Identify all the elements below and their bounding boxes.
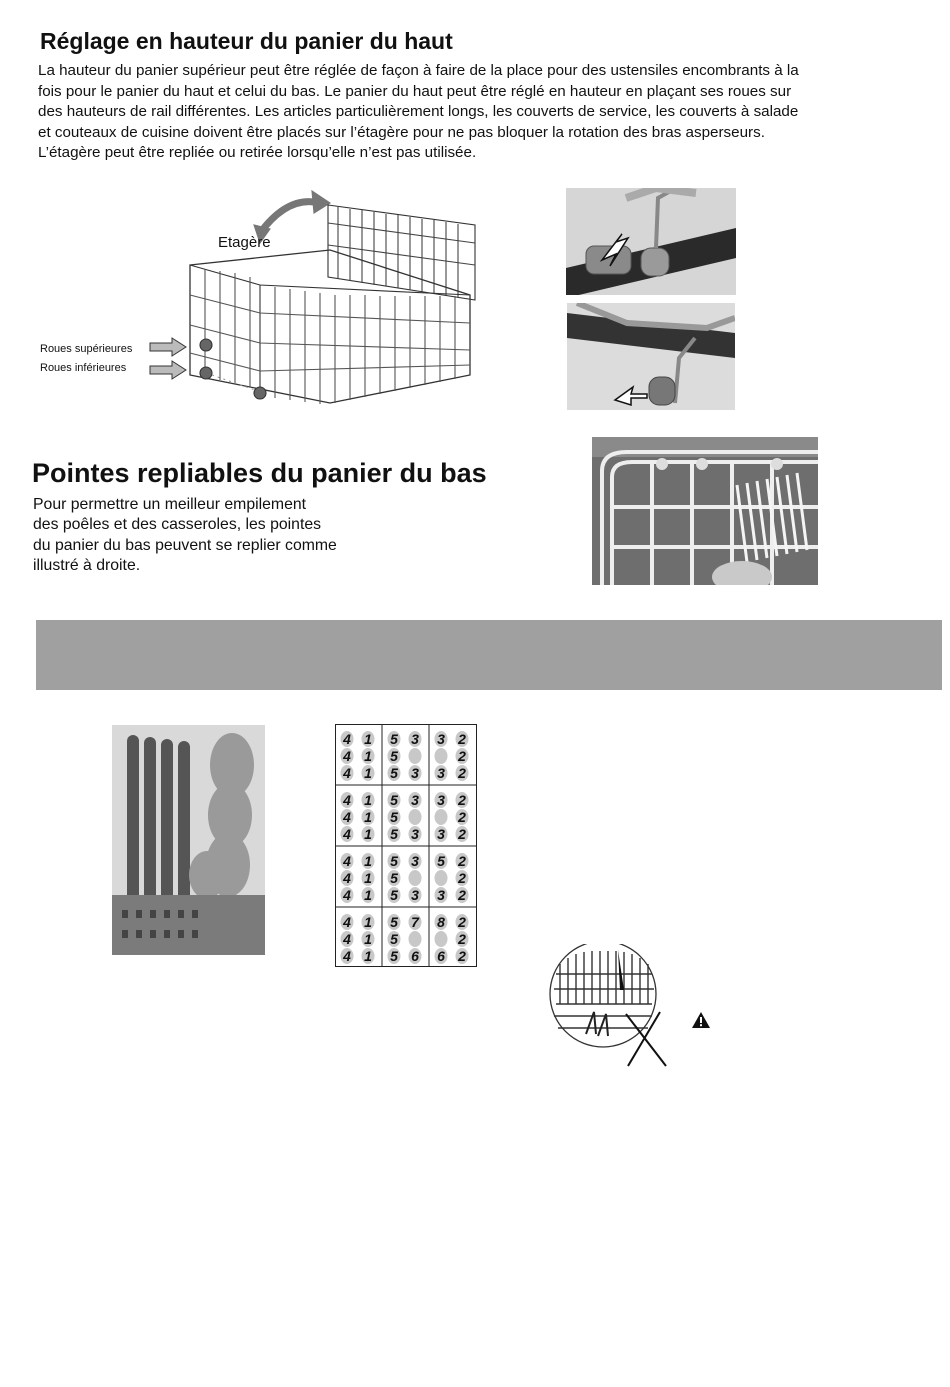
grid-number: 1	[364, 914, 372, 930]
section-title-upper-basket: Réglage en hauteur du panier du haut	[40, 28, 453, 54]
grid-number: 5	[437, 853, 445, 869]
grid-number: 2	[458, 870, 466, 886]
grid-slot	[409, 931, 422, 947]
grid-number: 2	[458, 792, 466, 808]
tines-line: Pour permettre un meilleur empilement	[33, 496, 307, 513]
grid-number: 3	[437, 826, 445, 842]
grid-slot	[409, 809, 422, 825]
grid-number: 2	[458, 853, 466, 869]
wheel-photo-bottom	[567, 303, 735, 410]
grid-number: 8	[437, 914, 445, 930]
grid-number: 5	[390, 809, 398, 825]
grid-number: 1	[364, 809, 372, 825]
grid-number: 6	[437, 948, 445, 964]
grid-number: 3	[411, 826, 419, 842]
grid-number: 5	[390, 931, 398, 947]
tines-line: illustré à droite.	[33, 557, 141, 575]
grid-number: 3	[437, 792, 445, 808]
grid-number: 2	[458, 809, 466, 825]
grid-number: 5	[390, 853, 398, 869]
grid-number: 4	[343, 826, 351, 842]
grid-number: 3	[411, 765, 419, 781]
grid-number: 5	[390, 731, 398, 747]
grid-number: 1	[364, 731, 372, 747]
grid-number: 2	[458, 948, 466, 964]
grid-number: 3	[437, 731, 445, 747]
grid-number: 5	[390, 870, 398, 886]
grid-number: 7	[411, 914, 419, 930]
intro-paragraph	[38, 61, 923, 164]
grid-number: 2	[458, 748, 466, 764]
grid-number: 4	[343, 765, 351, 781]
shelf-label: Etagère	[218, 234, 271, 251]
grid-number: 1	[364, 887, 372, 903]
lower-wheels-label: Roues inférieures	[40, 362, 127, 374]
grid-slot	[409, 870, 422, 886]
grid-number: 4	[343, 748, 351, 764]
grid-number: 5	[390, 826, 398, 842]
grid-number: 1	[364, 948, 372, 964]
intro-line: La hauteur du panier supérieur peut être réglée de façon à faire de la place pour des ustensiles encombrants à la	[38, 62, 799, 79]
grid-number: 3	[411, 731, 419, 747]
intro-line: des hauteurs de rail différentes. Les articles particulièrement longs, les couverts de service, les couverts à salade	[38, 103, 799, 121]
grid-number: 5	[390, 792, 398, 808]
grid-slot	[435, 870, 448, 886]
grid-number: 4	[343, 853, 351, 869]
grid-number: 4	[343, 731, 351, 747]
grid-number: 6	[411, 948, 419, 964]
grid-number: 5	[390, 914, 398, 930]
grid-slot	[435, 931, 448, 947]
cutlery-placement-grid	[335, 724, 477, 967]
grid-number: 4	[343, 948, 351, 964]
wheel-arrows	[148, 335, 190, 385]
upper-basket-illustration	[160, 185, 490, 415]
grid-number: 2	[458, 826, 466, 842]
grid-number: 4	[343, 809, 351, 825]
tines-line: des poêles et des casseroles, les pointes	[33, 516, 322, 534]
wheel-photo-top	[566, 188, 736, 295]
grid-number: 4	[343, 870, 351, 886]
grid-number: 3	[437, 765, 445, 781]
grid-number: 1	[364, 853, 372, 869]
intro-line: fois pour le panier du haut et celui du bas. Le panier du haut peut être réglé en hauteur en plaçant ses roues sur	[38, 82, 792, 100]
section-title-lower-basket: Pointes repliables du panier du bas	[32, 458, 487, 488]
grid-number: 2	[458, 765, 466, 781]
grid-number: 5	[390, 887, 398, 903]
grid-number: 2	[458, 914, 466, 930]
grid-slot	[409, 748, 422, 764]
intro-line: et couteaux de cuisine doivent être placés sur l’étagère pour ne pas bloquer la rotation des bras asperseurs.	[38, 123, 765, 141]
grid-number: 1	[364, 792, 372, 808]
grid-number: 4	[343, 792, 351, 808]
grid-number: 4	[343, 931, 351, 947]
grid-number: 5	[390, 748, 398, 764]
foldable-tines-photo	[592, 437, 818, 585]
cutlery-basket-photo	[112, 725, 265, 955]
grid-number: 2	[458, 887, 466, 903]
grid-number: 5	[390, 948, 398, 964]
wrong-placement-illustration	[548, 944, 668, 1068]
grid-slot	[435, 748, 448, 764]
grid-slot	[435, 809, 448, 825]
grid-number: 3	[411, 792, 419, 808]
grid-number: 5	[390, 765, 398, 781]
grid-number: 1	[364, 765, 372, 781]
grid-number: 1	[364, 826, 372, 842]
grid-number: 3	[437, 887, 445, 903]
grid-number: 1	[364, 931, 372, 947]
grid-number: 1	[364, 870, 372, 886]
intro-line: L’étagère peut être repliée ou retirée lorsqu’elle n’est pas utilisée.	[38, 144, 477, 162]
upper-wheels-label: Roues supérieures	[40, 343, 133, 355]
grid-number: 4	[343, 887, 351, 903]
grid-number: 2	[458, 931, 466, 947]
grid-number: 1	[364, 748, 372, 764]
grid-number: 4	[343, 914, 351, 930]
warning-triangle-icon	[691, 1011, 711, 1029]
section-banner	[36, 620, 942, 690]
grid-number: 2	[458, 731, 466, 747]
tines-line: du panier du bas peuvent se replier comme	[33, 536, 337, 554]
grid-number: 3	[411, 853, 419, 869]
grid-number: 3	[411, 887, 419, 903]
tines-paragraph	[33, 495, 337, 577]
